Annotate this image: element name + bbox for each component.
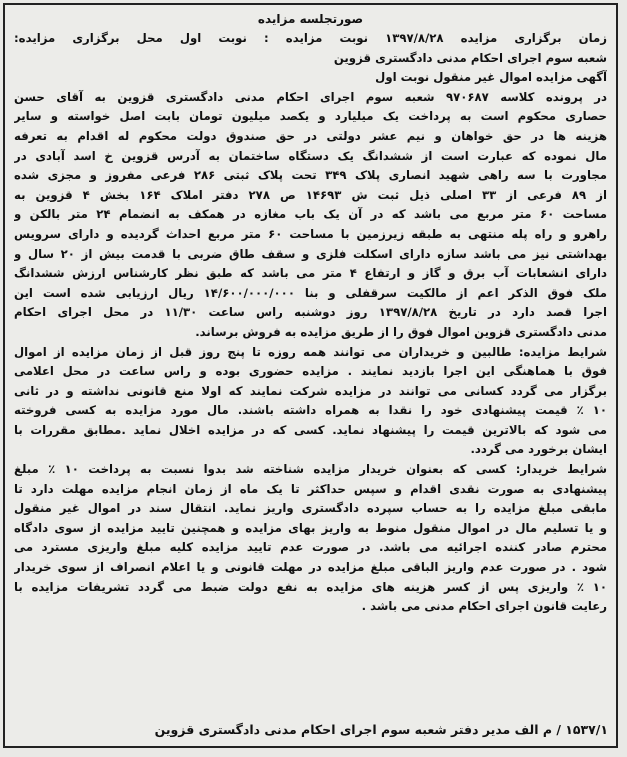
buyer-line: و یا تسلیم مال در اموال منقول منوط به واریز بهای مزایده و همچنین تایید مزایده از سوی دادگاه — [14, 520, 607, 535]
body-line: مجاورت با سه راهی شهید انصاری پلاک ۳۴۹ تحت پلاک ثبتی ۲۸۶ فرعی مفروز و مجزی شده — [14, 168, 607, 183]
body-line: هزینه ها در حق خواهان و نیم عشر دولتی در حق صندوق دولت محکوم له اقدام به تعرفه — [14, 128, 607, 143]
buyer-line: مابقی مبلغ مزایده را به حساب سپرده دادگستری واریز نماید. انتقال سند در اموال غیر منقول — [14, 501, 607, 516]
header-line: شعبه سوم اجرای احکام مدنی دادگستری قزوین — [333, 50, 607, 65]
conditions-line: فوق با هماهنگی این اجرا بازدید نمایند . مزایده حضوری بوده و راس ساعت در محل اعلامی — [14, 364, 607, 379]
notice-footer: ۱۵۳۷/۱ / م الف مدیر دفتر شعبه سوم اجرای احکام مدنی دادگستری قزوین — [154, 722, 608, 737]
body-paragraph — [14, 88, 607, 343]
conditions-line: برگزار می گردد کسانی می توانند در مزایده شرکت نمایند که اولا منع قانونی نداشته و در ثانی — [14, 383, 607, 398]
header-line: آگهی مزایده اموال غیر منقول نوبت اول — [375, 70, 607, 85]
notice-title: صورتجلسه مزایده — [257, 12, 364, 26]
body-line: بهداشتی نیز می باشد سازه دارای اسکلت فلزی و سقف طاق ضربی با قدمت بیش از ۲۰ سال و — [14, 246, 607, 261]
conditions-line: می شود که بالاترین قیمت را پیشنهاد نماید. کسی که در مزایده اخلال نماید .مطابق مقررات با — [14, 422, 607, 437]
header-line: زمان برگزاری مزایده ۱۳۹۷/۸/۲۸ نوبت مزایده : نوبت اول محل برگزاری مزایده: — [14, 31, 607, 45]
body-line: مدنی دادگستری قزوین اموال فوق را از طریق مزایده به فروش برساند. — [195, 324, 607, 339]
body-line: مساحت ۶۰ متر مربع می باشد که در آن یک باب مغازه در همکف به انضمام ۲۴ متر بالکن و — [14, 207, 607, 222]
auction-conditions — [14, 343, 607, 461]
body-line: ملک فوق الذکر اعم از مالکیت سرقفلی و بنا ۱۴/۶۰۰/۰۰۰/۰۰۰ ریال ارزیابی شده است این — [14, 285, 607, 300]
body-line: در پرونده کلاسه ۹۷۰۶۸۷ شعبه سوم اجرای احکام مدنی دادگستری قزوین به آقای حسن — [14, 89, 607, 104]
buyer-line: ۱۰ ٪ واریزی پس از کسر هزینه های مزایده به نفع دولت ضبط می گردد تشریفات مزایده با — [14, 579, 607, 594]
body-line: مال نموده که عبارت است از ششدانگ یک دستگاه ساختمان به آدرس قزوین خ اسد آبادی در — [14, 148, 607, 163]
auction-notice — [3, 3, 618, 748]
buyer-line: پیشنهادی به صورت نقدی اقدام و سپس حداکثر تا یک ماه از زمان انجام مزایده مهلت دارد تا — [14, 481, 607, 496]
buyer-line: شود . در صورت عدم واریز الباقی مبلغ مزایده در مهلت قانونی و یا اعلام انصراف از سوی خریدار — [14, 560, 607, 575]
body-line: حصاری محکوم است به پرداخت یک میلیارد و یکصد میلیون تومان بابت اصل خواسته و سایر — [14, 109, 607, 124]
body-line: راهرو و راه پله منتهی به طبقه زیرزمین با مساحت ۶۰ متر مربع احداث گردیده و دارای سرویس — [14, 226, 607, 241]
body-line: اجرا قصد دارد در تاریخ ۱۳۹۷/۸/۲۸ روز دوشنبه راس ساعت ۱۱/۳۰ در محل اجرای احکام — [14, 305, 607, 320]
buyer-conditions — [14, 460, 607, 617]
buyer-line: محترم صادر کننده اجرائیه می باشد. در صورت عدم تایید مزایده کلیه مبلغ واریزی مسترد می — [14, 540, 607, 555]
header-block — [14, 29, 607, 88]
buyer-line: شرایط خریدار: کسی که بعنوان خریدار مزایده شناخته شد بدوا نسبت به پرداخت ۱۰ ٪ مبلغ — [14, 462, 607, 477]
conditions-line: شرایط مزایده: طالبین و خریداران می توانند همه روزه تا پنج روز قبل از زمان مزایده از اموال — [14, 344, 607, 359]
body-line: از ۸۹ فرعی از ۳۳ اصلی ذیل ثبت ش ۱۴۶۹۳ ص ۲۷۸ دفتر املاک ۱۶۴ بخش ۴ قزوین به — [14, 187, 607, 202]
body-line: دارای انشعابات آب برق و گاز و ارتفاع ۴ متر می باشد که طبق نظر کارشناس ارزش ششدانگ — [14, 266, 607, 281]
conditions-line: ایشان برخورد می گردد. — [470, 442, 607, 457]
buyer-line: رعایت قانون اجرای احکام مدنی می باشد . — [361, 599, 607, 614]
conditions-line: ۱۰ ٪ قیمت پیشنهادی خود را نقدا به همراه داشته باشند. مال مورد مزایده به کسی فروخته — [14, 403, 607, 418]
